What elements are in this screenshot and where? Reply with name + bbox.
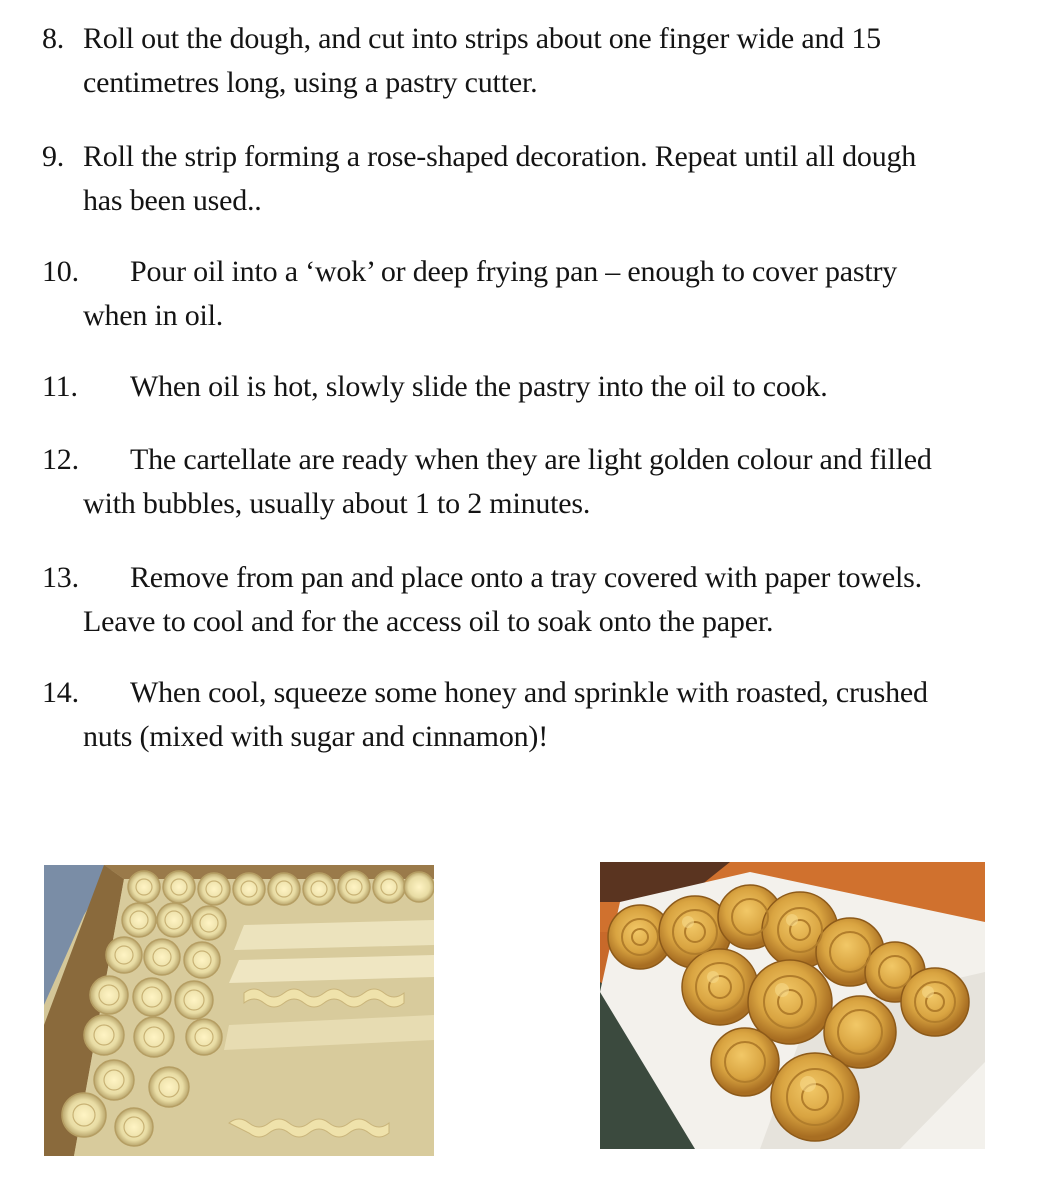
step-13 — [42, 556, 1032, 644]
step-8 — [42, 17, 1032, 105]
step-text: nuts (mixed with sugar and cinnamon)! — [83, 720, 548, 753]
step-text: Leave to cool and for the access oil to soak onto the paper. — [83, 605, 774, 638]
step-text: Roll out the dough, and cut into strips about one finger wide and 15 — [83, 22, 881, 55]
step-14 — [42, 671, 1032, 759]
step-number: 14. — [42, 676, 79, 709]
step-text: When cool, squeeze some honey and sprinkle with roasted, crushed — [130, 676, 928, 709]
step-text: with bubbles, usually about 1 to 2 minutes. — [83, 487, 591, 520]
step-number: 13. — [42, 561, 79, 594]
step-text: Roll the strip forming a rose-shaped decoration. Repeat until all dough — [83, 140, 917, 173]
raw-dough-tray-photo — [44, 865, 434, 1156]
step-10 — [42, 250, 1032, 338]
step-number: 11. — [42, 370, 78, 403]
step-12 — [42, 438, 1032, 526]
fried-cartellate-photo — [600, 862, 985, 1149]
step-number: 9. — [42, 140, 65, 173]
step-11 — [42, 365, 1032, 409]
step-number: 10. — [42, 255, 79, 288]
step-text: centimetres long, using a pastry cutter. — [83, 66, 538, 99]
step-text: The cartellate are ready when they are light golden colour and filled — [130, 443, 932, 476]
step-text: has been used.. — [83, 184, 262, 217]
step-9 — [42, 135, 1032, 223]
step-text: Remove from pan and place onto a tray covered with paper towels. — [130, 561, 922, 594]
step-number: 12. — [42, 443, 79, 476]
step-text: When oil is hot, slowly slide the pastry into the oil to cook. — [130, 370, 828, 403]
step-text: when in oil. — [83, 299, 224, 332]
step-text: Pour oil into a ‘wok’ or deep frying pan – enough to cover pastry — [130, 255, 898, 288]
step-number: 8. — [42, 22, 65, 55]
